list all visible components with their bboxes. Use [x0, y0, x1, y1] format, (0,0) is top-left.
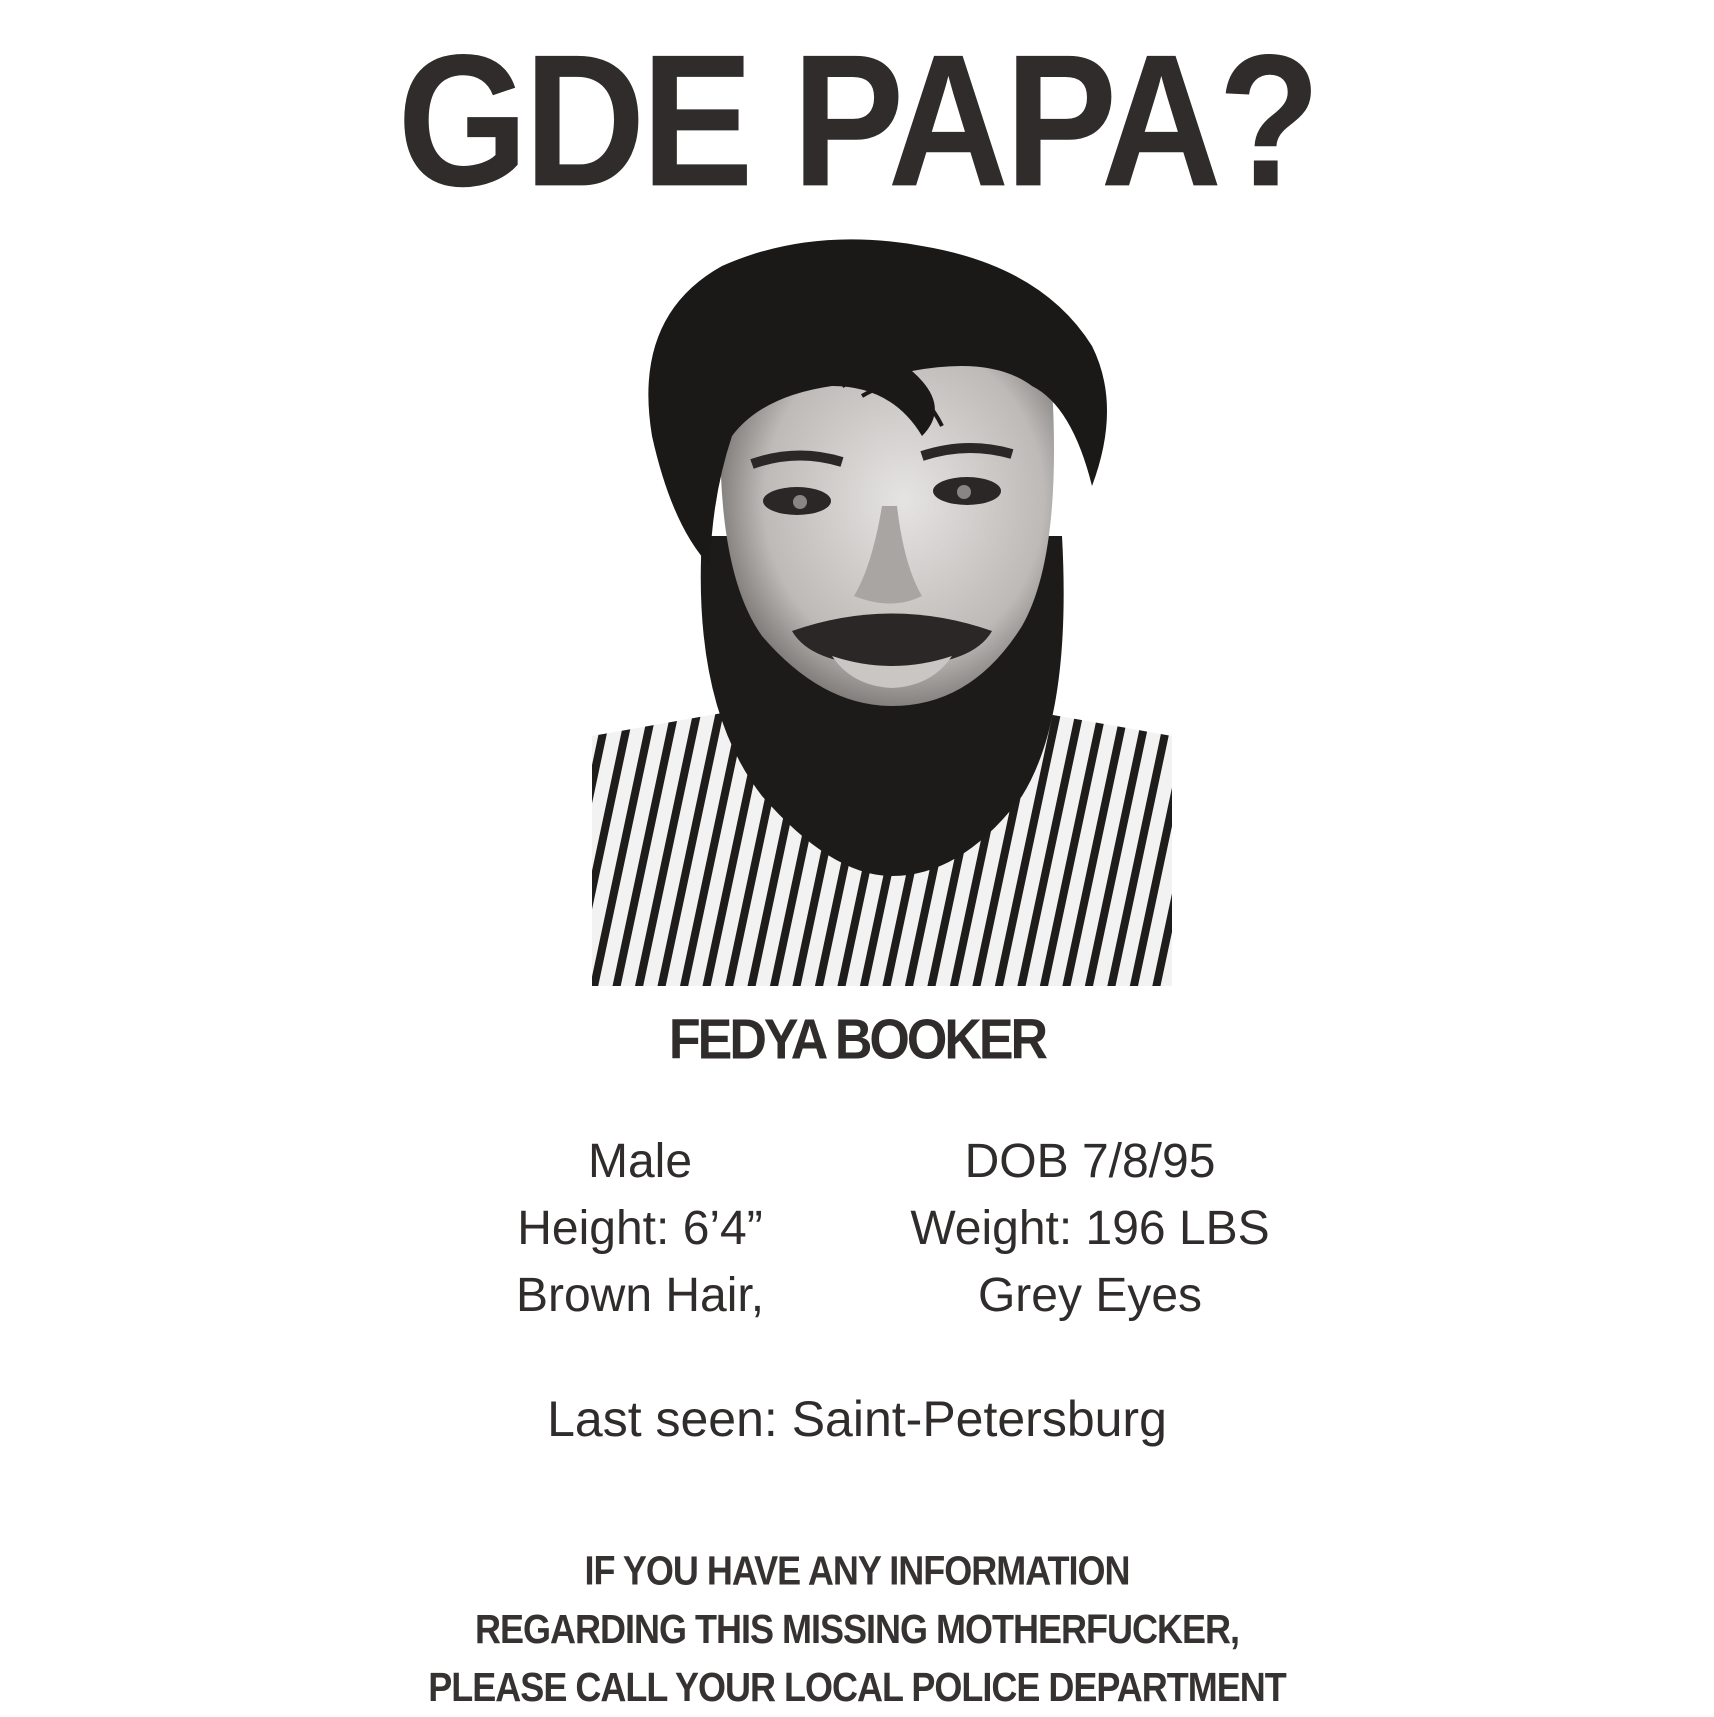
person-name: FEDYA BOOKER [668, 1008, 1046, 1072]
hair-field: Brown Hair, [515, 1269, 765, 1322]
details-right-column [870, 1128, 1310, 1329]
notice-line-3: PLEASE CALL YOUR LOCAL POLICE DEPARTMENT [428, 1664, 1286, 1710]
dob-field: DOB 7/8/95 [964, 1135, 1216, 1188]
information-notice [0, 1542, 1714, 1717]
sex-field: Male [587, 1135, 693, 1188]
notice-line-2: REGARDING THIS MISSING MOTHERFUCKER, [474, 1605, 1239, 1652]
poster-headline: GDE PAPA? [397, 15, 1317, 226]
portrait-photo [592, 236, 1172, 986]
eyes-field: Grey Eyes [977, 1269, 1203, 1322]
details-left-column [430, 1128, 850, 1329]
last-seen-location: Last seen: Saint-Petersburg [547, 1391, 1167, 1447]
person-details [0, 1128, 1714, 1328]
notice-line-1: IF YOU HAVE ANY INFORMATION [584, 1547, 1130, 1594]
portrait-photo-icon [592, 236, 1172, 986]
height-field: Height: 6’4” [517, 1202, 763, 1255]
weight-field: Weight: 196 LBS [910, 1202, 1270, 1255]
